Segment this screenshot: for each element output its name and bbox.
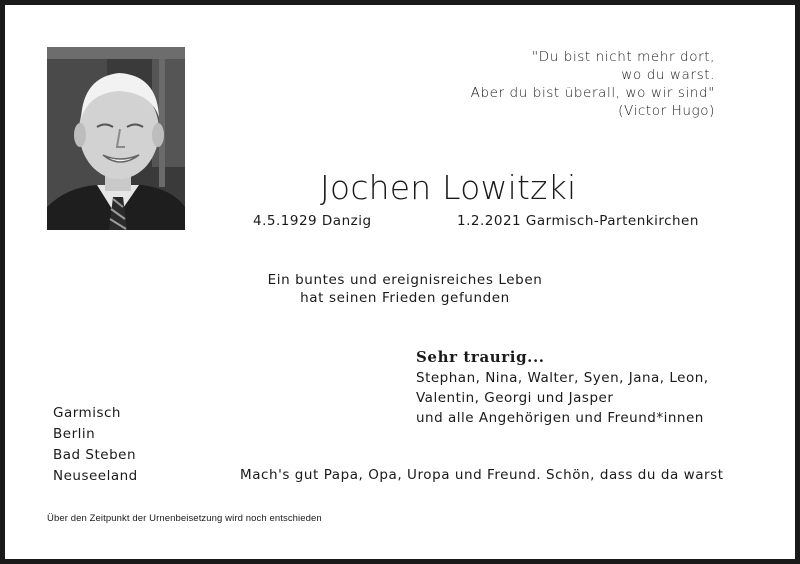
- place-item: Berlin: [53, 426, 96, 442]
- mourners-block: [416, 347, 709, 428]
- mourners-line: Stephan, Nina, Walter, Syen, Jana, Leon,: [416, 370, 709, 386]
- quote-line: wo du warst.: [621, 67, 715, 83]
- portrait-photo: [47, 47, 185, 230]
- quote-line: Aber du bist überall, wo wir sind": [470, 85, 715, 101]
- birth-date-place: 4.5.1929 Danzig: [253, 213, 372, 229]
- mourners-line: Valentin, Georgi und Jasper: [416, 390, 614, 406]
- quote-author: (Victor Hugo): [618, 103, 715, 119]
- footnote-text: Über den Zeitpunkt der Urnenbeisetzung wird noch entschieden: [47, 513, 322, 524]
- place-item: Neuseeland: [53, 468, 138, 484]
- motto-line: hat seinen Frieden gefunden: [300, 290, 510, 306]
- mourners-heading: Sehr traurig...: [416, 348, 545, 366]
- motto-line: Ein buntes und ereignisreiches Leben: [267, 272, 543, 288]
- place-item: Bad Steben: [53, 447, 136, 463]
- quote-line: "Du bist nicht mehr dort,: [531, 49, 715, 65]
- quote-block: [471, 48, 715, 120]
- farewell-text: Mach's gut Papa, Opa, Uropa und Freund. Schön, dass du da warst: [240, 467, 724, 483]
- mourners-line: und alle Angehörigen und Freund*innen: [416, 410, 704, 426]
- place-item: Garmisch: [53, 405, 121, 421]
- motto-block: [245, 271, 565, 307]
- places-list: [53, 403, 138, 487]
- death-date-place: 1.2.2021 Garmisch-Partenkirchen: [457, 213, 699, 229]
- deceased-name: Jochen Lowitzki: [320, 168, 577, 207]
